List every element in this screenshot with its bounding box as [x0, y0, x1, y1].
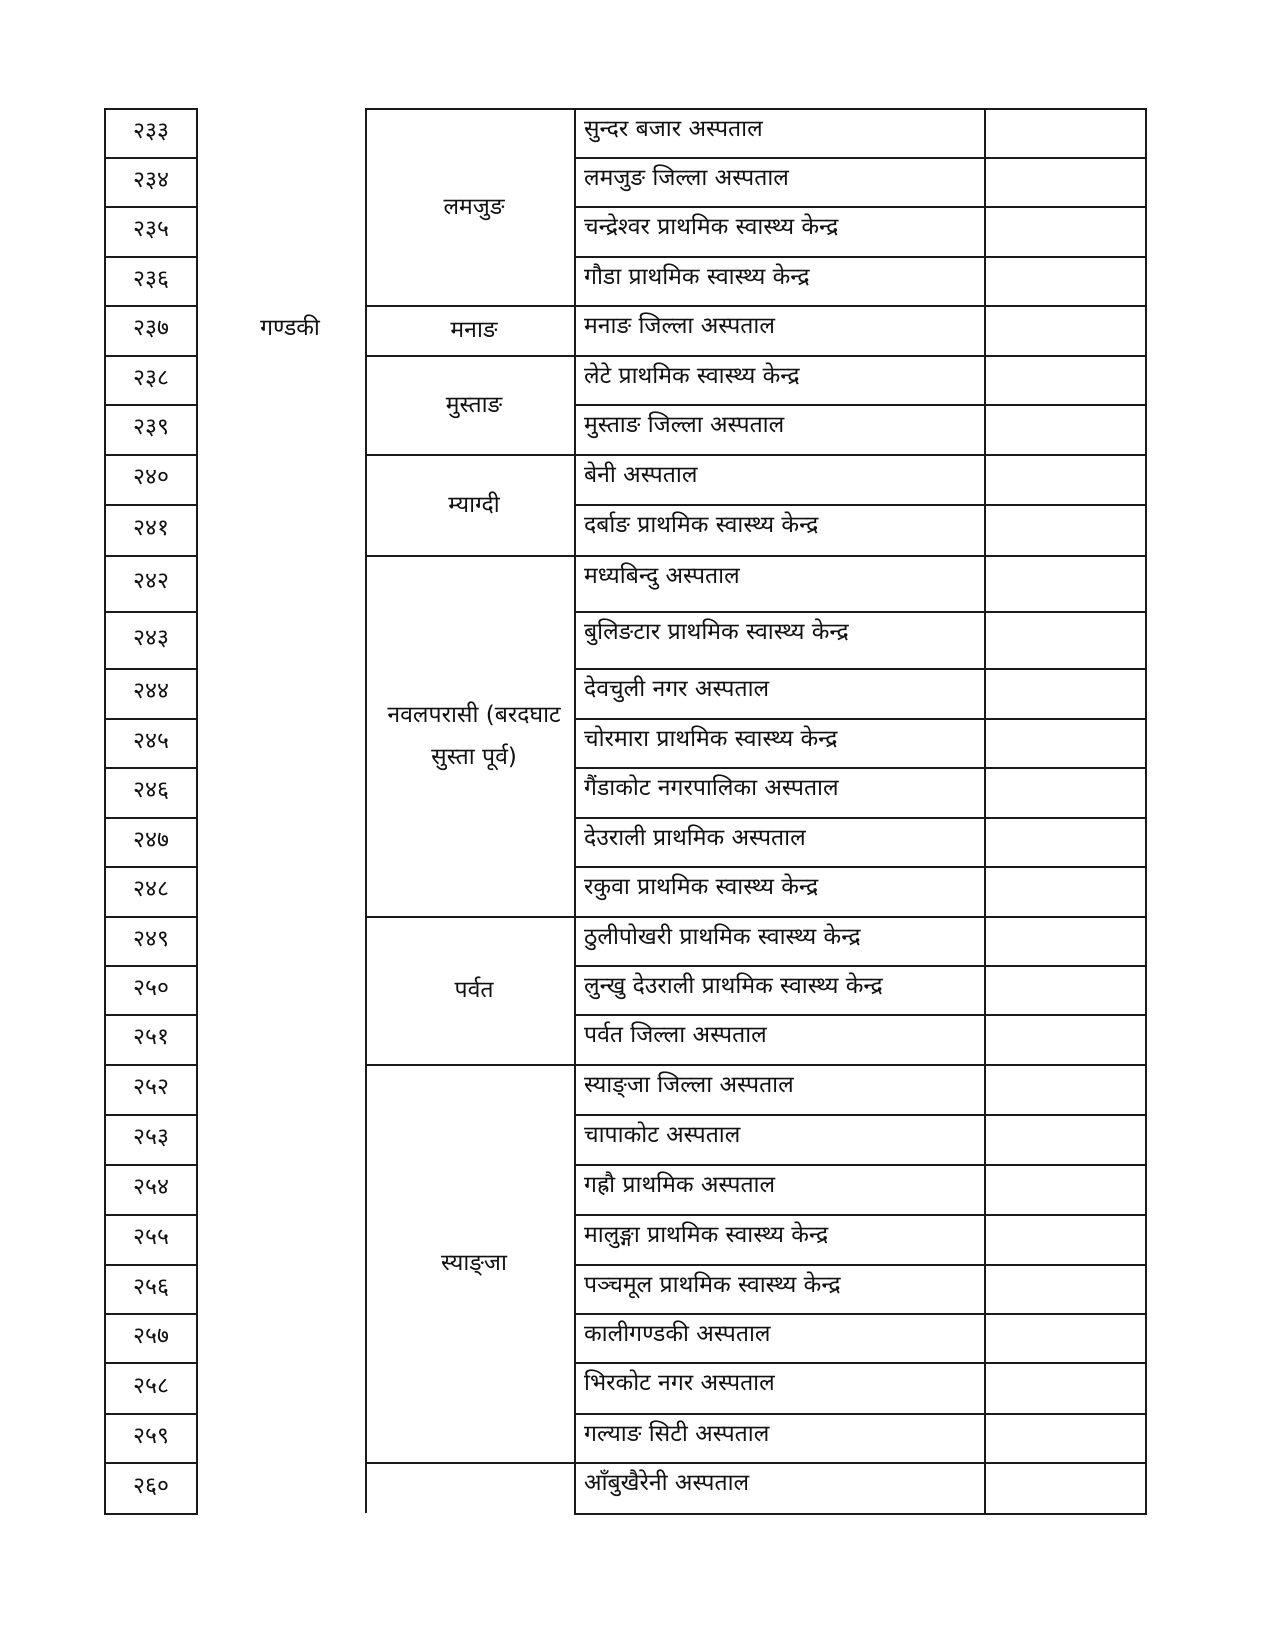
district-group-border — [365, 555, 574, 557]
facility-row-border — [574, 1313, 1147, 1315]
facility-name: चोरमारा प्राथमिक स्वास्थ्य केन्द्र — [584, 726, 838, 752]
facility-name: कालीगण्डकी अस्पताल — [584, 1321, 771, 1347]
facility-row-border — [574, 355, 1147, 357]
number-row-border — [104, 256, 198, 258]
facility-name: चापाकोट अस्पताल — [584, 1122, 741, 1148]
number-row-border — [104, 817, 198, 819]
number-row-border — [104, 611, 198, 613]
district-name: लमजुङ — [443, 193, 505, 220]
facility-row-border — [574, 1462, 1147, 1464]
facility-row-border — [574, 1362, 1147, 1364]
number-row-border — [104, 157, 198, 159]
facility-name: पर्वत जिल्ला अस्पताल — [584, 1022, 767, 1048]
district-name: स्याङ्जा — [441, 1250, 507, 1276]
row-number: २३८ — [133, 364, 169, 391]
facility-name: रकुवा प्राथमिक स्वास्थ्य केन्द्र — [584, 874, 819, 900]
row-number: २४० — [133, 464, 169, 490]
facility-name: देवचुली नगर अस्पताल — [584, 676, 770, 702]
row-number: २५६ — [133, 1273, 169, 1300]
number-row-border — [104, 504, 198, 506]
facility-name: ठुलीपोखरी प्राथमिक स्वास्थ्य केन्द्र — [584, 924, 861, 950]
row-number: २४१ — [133, 514, 169, 541]
facility-row-border — [574, 611, 1147, 613]
district-group-border — [365, 1462, 574, 1464]
facility-row-border — [574, 668, 1147, 670]
facility-row-border — [574, 404, 1147, 406]
number-row-border — [104, 404, 198, 406]
facility-name: गल्याङ सिटी अस्पताल — [584, 1421, 770, 1447]
facility-name: स्याङ्जा जिल्ला अस्पताल — [584, 1072, 794, 1098]
facility-name: गैंडाकोट नगरपालिका अस्पताल — [584, 775, 839, 801]
row-number: २५० — [133, 974, 169, 1001]
number-row-border — [104, 1513, 198, 1515]
district-group-border — [365, 454, 574, 456]
facility-column-right-border — [984, 108, 986, 1513]
facility-name: गौडा प्राथमिक स्वास्थ्य केन्द्र — [584, 264, 810, 290]
number-row-border — [104, 1014, 198, 1016]
facility-name: लमजुङ जिल्ला अस्पताल — [584, 165, 789, 191]
row-number: २५१ — [133, 1024, 169, 1050]
row-number: २४९ — [133, 925, 169, 952]
row-number: २४८ — [133, 876, 169, 902]
number-row-border — [104, 206, 198, 208]
facility-name: लुन्खु देउराली प्राथमिक स्वास्थ्य केन्द्र — [584, 973, 883, 999]
district-group-border — [365, 355, 574, 357]
facility-row-border — [574, 1214, 1147, 1216]
district-group-border — [365, 1064, 574, 1066]
row-number: २४३ — [133, 624, 169, 651]
row-number: २३६ — [133, 265, 169, 292]
row-number: २३९ — [133, 414, 169, 440]
row-number: २३३ — [133, 117, 169, 144]
row-number: २४४ — [133, 678, 169, 704]
row-number: २५४ — [133, 1174, 169, 1200]
number-column-right-border — [196, 108, 198, 1513]
facility-row-border — [574, 965, 1147, 967]
number-row-border — [104, 1313, 198, 1315]
row-number: २४७ — [133, 826, 169, 853]
facility-row-border — [574, 108, 1147, 110]
number-row-border — [104, 555, 198, 557]
row-number: २३५ — [133, 216, 169, 242]
number-row-border — [104, 454, 198, 456]
row-number: २५२ — [133, 1074, 169, 1100]
facility-row-border — [574, 817, 1147, 819]
row-number: २५८ — [133, 1372, 169, 1399]
number-row-border — [104, 108, 198, 110]
facility-name: बुलिङटार प्राथमिक स्वास्थ्य केन्द्र — [584, 619, 849, 645]
number-row-border — [104, 1164, 198, 1166]
province-name: गण्डकी — [260, 315, 320, 341]
district-name: मनाङ — [450, 317, 498, 343]
row-number: २३४ — [133, 166, 169, 193]
number-row-border — [104, 1214, 198, 1216]
facility-row-border — [574, 718, 1147, 720]
district-group-border — [365, 916, 574, 918]
facility-row-border — [574, 1164, 1147, 1166]
facility-row-border — [574, 206, 1147, 208]
facility-row-border — [574, 1014, 1147, 1016]
number-row-border — [104, 1264, 198, 1266]
facility-name: चन्द्रेश्वर प्राथमिक स्वास्थ्य केन्द्र — [584, 214, 839, 240]
facility-row-border — [574, 1513, 1147, 1515]
facility-row-border — [574, 555, 1147, 557]
number-row-border — [104, 1114, 198, 1116]
row-number: २४५ — [133, 727, 169, 754]
facility-name: दर्बाङ प्राथमिक स्वास्थ्य केन्द्र — [584, 512, 819, 538]
row-number: २४६ — [133, 777, 169, 803]
facility-row-border — [574, 157, 1147, 159]
number-row-border — [104, 866, 198, 868]
district-column-left-border — [365, 108, 367, 1513]
facility-name: मध्यबिन्दु अस्पताल — [584, 563, 740, 589]
facility-row-border — [574, 767, 1147, 769]
district-name: नवलपरासी (बरदघाट सुस्ता पूर्व) — [387, 701, 561, 770]
number-row-border — [104, 1462, 198, 1464]
district-name: पर्वत — [454, 977, 494, 1003]
row-number: २६० — [133, 1472, 169, 1499]
facility-name: आँबुखैरेनी अस्पताल — [584, 1470, 750, 1496]
number-row-border — [104, 1064, 198, 1066]
row-number: २४२ — [133, 568, 169, 594]
facility-row-border — [574, 1064, 1147, 1066]
facility-name: मुस्ताङ जिल्ला अस्पताल — [584, 412, 785, 438]
facility-name: सुन्दर बजार अस्पताल — [584, 116, 763, 142]
facility-name: लेटे प्राथमिक स्वास्थ्य केन्द्र — [584, 363, 800, 389]
number-row-border — [104, 1413, 198, 1415]
row-number: २५५ — [133, 1224, 169, 1250]
row-number: २५९ — [133, 1422, 169, 1449]
number-row-border — [104, 1362, 198, 1364]
facility-row-border — [574, 866, 1147, 868]
number-row-border — [104, 668, 198, 670]
number-row-border — [104, 355, 198, 357]
district-name: मुस्ताङ — [445, 391, 503, 418]
facility-row-border — [574, 1264, 1147, 1266]
facility-name: मालुङ्गा प्राथमिक स्वास्थ्य केन्द्र — [584, 1222, 829, 1248]
facility-row-border — [574, 916, 1147, 918]
facility-name: देउराली प्राथमिक अस्पताल — [584, 825, 806, 851]
district-group-border — [365, 108, 574, 110]
row-number: २३७ — [133, 315, 169, 341]
facility-name: गह्रौ प्राथमिक अस्पताल — [584, 1172, 776, 1198]
facility-name: बेनी अस्पताल — [584, 462, 698, 488]
number-row-border — [104, 916, 198, 918]
facility-row-border — [574, 1114, 1147, 1116]
facility-name: मनाङ जिल्ला अस्पताल — [584, 313, 775, 339]
district-name: म्याग्दी — [448, 491, 500, 518]
facility-row-border — [574, 1413, 1147, 1415]
number-row-border — [104, 767, 198, 769]
facility-row-border — [574, 454, 1147, 456]
row-number: २५७ — [133, 1322, 169, 1349]
facility-name: पञ्चमूल प्राथमिक स्वास्थ्य केन्द्र — [584, 1272, 841, 1298]
district-group-border — [365, 305, 574, 307]
number-row-border — [104, 305, 198, 307]
row-number: २५३ — [133, 1124, 169, 1150]
facility-name: भिरकोट नगर अस्पताल — [584, 1370, 775, 1396]
number-row-border — [104, 965, 198, 967]
facility-row-border — [574, 256, 1147, 258]
facility-row-border — [574, 305, 1147, 307]
facility-row-border — [574, 504, 1147, 506]
number-row-border — [104, 718, 198, 720]
remarks-column-right-border — [1145, 108, 1147, 1513]
